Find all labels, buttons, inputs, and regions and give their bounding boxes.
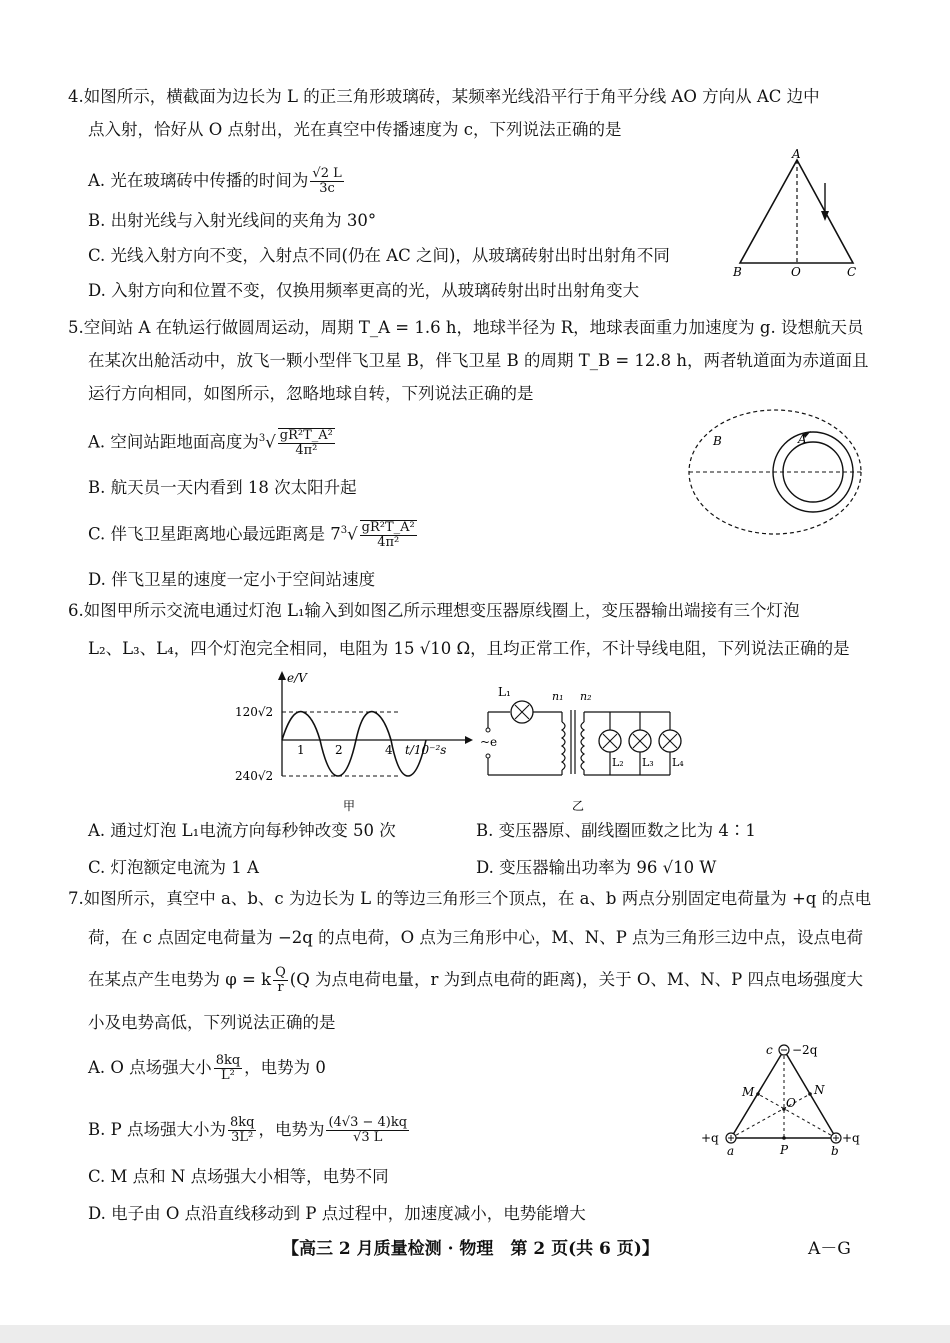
q7-option-b: B. P 点场强大小为 $\frac{8kq}{\text{3L²}}$ ，电势为 $\frac{(4√3 - 4)kq}{√3 L}$ bbox=[88, 1115, 408, 1145]
q6-option-a: A. 通过灯泡 L₁电流方向每秒钟改变 50 次 bbox=[88, 821, 396, 840]
q4-stem-line1: 4.如图所示，横截面为边长为 L 的正三角形玻璃砖，某频率光线沿平行于角平分线 AO 方向从 AC 边中 bbox=[68, 87, 820, 106]
bottom-strip bbox=[0, 1325, 950, 1343]
label-n1: n₁ bbox=[552, 690, 564, 703]
q6-stem-line2: L₂、L₃、L₄，四个灯泡完全相同，电阻为 15 √10 Ω，且均正常工作，不计导线电阻，下列说法正确的是 bbox=[88, 639, 850, 658]
q4-triangle-figure bbox=[725, 145, 865, 280]
x-tick-1: 1 bbox=[297, 743, 305, 757]
q4-option-a: A. 光在玻璃砖中传播的时间为 $\frac{√2 L}{3c}$ bbox=[88, 166, 342, 196]
label-L2: L₂ bbox=[612, 756, 624, 769]
label-n2: n₂ bbox=[580, 690, 592, 703]
q6-option-c: C. 灯泡额定电流为 1 A bbox=[88, 858, 259, 877]
label-L3: L₃ bbox=[642, 756, 654, 769]
q4-option-b: B. 出射光线与入射光线间的夹角为 30° bbox=[88, 211, 377, 230]
label-C: C bbox=[847, 265, 857, 279]
label-P: P bbox=[780, 1143, 789, 1157]
q7-stem-line3: 在某点产生电势为 φ = k $\frac{Q}{r}$ (Q 为点电荷电量，r 为到点电荷的距离)，关于 O、M、N、P 四点电场强度大 bbox=[88, 965, 864, 995]
label-b-charge: +q bbox=[842, 1131, 860, 1145]
q7-stem-line1: 7.如图所示，真空中 a、b、c 为边长为 L 的等边三角形三个顶点，在 a、b 两点分别固定电荷量为 +q 的点电 bbox=[68, 889, 872, 908]
label-B: B bbox=[733, 265, 742, 279]
q4-option-d: D. 入射方向和位置不变，仅换用频率更高的光，从玻璃砖射出时出射角变大 bbox=[88, 281, 640, 300]
label-A: A bbox=[798, 432, 807, 446]
y-tick-bottom: 240√2 bbox=[235, 769, 274, 783]
label-B: B bbox=[713, 434, 722, 448]
q6-circuit-diagram bbox=[480, 680, 690, 818]
q7-stem-line4: 小及电势高低，下列说法正确的是 bbox=[88, 1013, 336, 1032]
label-A: A bbox=[792, 147, 801, 161]
label-N: N bbox=[814, 1083, 825, 1097]
q7-triangle-figure bbox=[700, 1038, 870, 1163]
q5-option-d: D. 伴飞卫星的速度一定小于空间站速度 bbox=[88, 570, 376, 589]
label-b: b bbox=[831, 1144, 839, 1158]
q7-option-a: A. O 点场强大小 $\frac{8kq}{\text{L²}}$ ，电势为 0 bbox=[88, 1053, 326, 1083]
q6-waveform-graph bbox=[225, 668, 475, 818]
label-c: c bbox=[766, 1043, 773, 1057]
q5-stem-line1: 5.空间站 A 在轨运行做圆周运动，周期 T_A = 1.6 h，地球半径为 R，地球表面重力加速度为 g. 设想航天员 bbox=[68, 318, 864, 337]
label-O: O bbox=[786, 1096, 796, 1110]
label-L4: L₄ bbox=[672, 756, 684, 769]
graph-caption: 甲 bbox=[343, 799, 356, 813]
label-a-charge: +q bbox=[701, 1131, 719, 1145]
label-c-charge: −2q bbox=[792, 1043, 818, 1057]
q6-option-b: B. 变压器原、副线圈匝数之比为 4∶1 bbox=[476, 821, 756, 840]
x-tick-4: 4 bbox=[385, 743, 393, 757]
q6-option-d: D. 变压器输出功率为 96 √10 W bbox=[476, 858, 717, 877]
circuit-caption: 乙 bbox=[572, 799, 585, 813]
x-tick-2: 2 bbox=[335, 743, 343, 757]
label-O: O bbox=[791, 265, 801, 279]
q5-stem-line3: 运行方向相同，如图所示，忽略地球自转，下列说法正确的是 bbox=[88, 384, 534, 403]
q7-option-d: D. 电子由 O 点沿直线移动到 P 点过程中，加速度减小，电势能增大 bbox=[88, 1204, 586, 1223]
q7-stem-line2: 荷，在 c 点固定电荷量为 −2q 的点电荷，O 点为三角形中心，M、N、P 点为三角形三边中点，设点电荷 bbox=[88, 928, 864, 947]
label-L1: L₁ bbox=[498, 685, 511, 699]
label-a: a bbox=[727, 1144, 735, 1158]
q5-stem-line2: 在某次出舱活动中，放飞一颗小型伴飞卫星 B，伴飞卫星 B 的周期 T_B = 12.8 h，两者轨道面为赤道面且 bbox=[88, 351, 869, 370]
y-axis-label: e/V bbox=[287, 671, 307, 685]
page-footer: 【高三 2 月质量检测 · 物理 第 2 页(共 6 页)】 bbox=[282, 1239, 659, 1259]
q5-option-a: A. 空间站距地面高度为$^3$√ $\frac{\text{gR²T\_A²}}{\text{4π²}}$ bbox=[88, 428, 333, 458]
q4-stem-line2: 点入射，恰好从 O 点射出，光在真空中传播速度为 c，下列说法正确的是 bbox=[88, 120, 622, 139]
q5-option-c: C. 伴飞卫星距离地心最远距离是 $7^3√$ $\frac{\text{gR²T\_A²}}{\text{4π²}}$ bbox=[88, 520, 415, 550]
label-source: ~e bbox=[480, 735, 498, 749]
paper-code: A－G bbox=[808, 1239, 851, 1259]
q5-orbit-figure bbox=[685, 405, 865, 540]
q7-option-c: C. M 点和 N 点场强大小相等，电势不同 bbox=[88, 1167, 389, 1186]
x-axis-label: t/10⁻²s bbox=[405, 743, 447, 757]
q5-option-b: B. 航天员一天内看到 18 次太阳升起 bbox=[88, 478, 357, 497]
q6-stem-line1: 6.如图甲所示交流电通过灯泡 L₁输入到如图乙所示理想变压器原线圈上，变压器输出端接有三个灯泡 bbox=[68, 601, 800, 620]
y-tick-top: 120√2 bbox=[235, 705, 274, 719]
label-M: M bbox=[742, 1085, 755, 1099]
q4-option-c: C. 光线入射方向不变，入射点不同(仍在 AC 之间)，从玻璃砖射出时出射角不同 bbox=[88, 246, 670, 265]
